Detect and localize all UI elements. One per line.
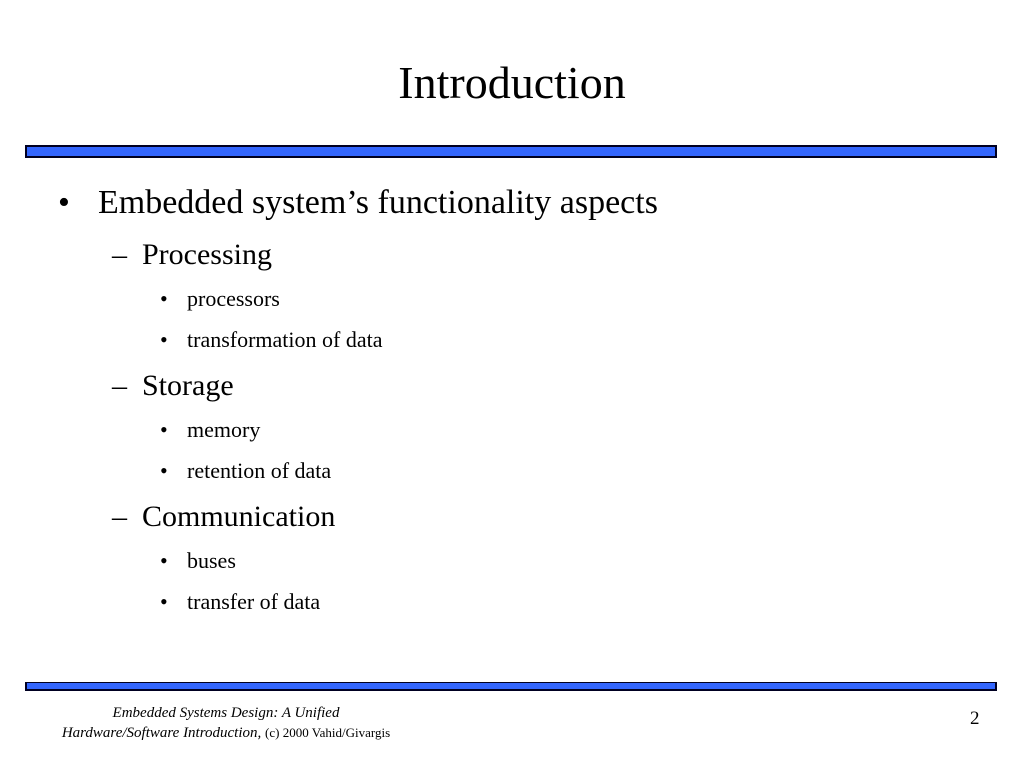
dash-marker: –: [112, 369, 127, 402]
section-label-processing: Processing: [142, 238, 272, 271]
sub-bullet-marker: •: [160, 458, 168, 483]
page-number: 2: [970, 708, 980, 729]
section-label-storage: Storage: [142, 369, 234, 402]
sub-bullet-marker: •: [160, 286, 168, 311]
bottom-divider-bar: [25, 682, 997, 691]
footer-book-title-line2-text: Hardware/Software Introduction,: [61, 725, 262, 741]
dash-marker: –: [112, 500, 127, 533]
section-label-communication: Communication: [142, 500, 336, 533]
footer-source: [36, 703, 416, 743]
sub-bullet-marker: •: [160, 589, 168, 614]
footer-copyright: (c) 2000 Vahid/Givargis: [265, 725, 391, 740]
sub-bullet-text: processors: [187, 286, 280, 311]
top-divider-bar: [25, 145, 997, 158]
footer-book-title-line2: [36, 723, 416, 743]
slide-title: Introduction: [398, 57, 626, 108]
sub-bullet-text: retention of data: [187, 458, 332, 483]
bullet-marker: •: [58, 184, 70, 221]
sub-bullet-marker: •: [160, 327, 168, 352]
sub-bullet-text: buses: [187, 548, 236, 573]
main-bullet-text: Embedded system’s functionality aspects: [98, 184, 658, 221]
sub-bullet-marker: •: [160, 417, 168, 442]
footer-book-title-line1: Embedded Systems Design: A Unified: [112, 705, 340, 721]
sub-bullet-text: transfer of data: [187, 589, 321, 614]
sub-bullet-text: transformation of data: [187, 327, 383, 352]
sub-bullet-text: memory: [187, 417, 261, 442]
dash-marker: –: [112, 238, 127, 271]
sub-bullet-marker: •: [160, 548, 168, 573]
